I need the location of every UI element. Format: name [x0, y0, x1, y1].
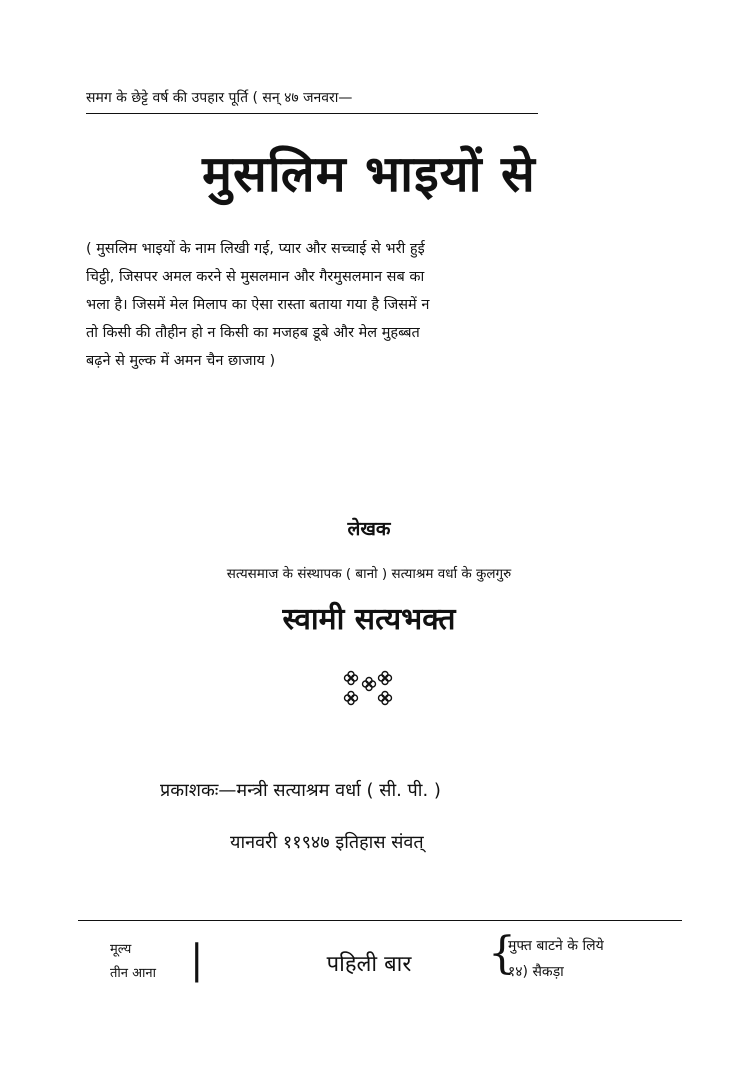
author-role: सत्यसमाज के संस्थापक ( बानो ) सत्याश्रम वर्धा के कुलगुरु [226, 566, 512, 582]
free-distribution-line: मुफ्त बाटने के लिये [508, 938, 604, 954]
description-paragraph [86, 235, 652, 375]
description-line: चिट्ठी, जिसपर अमल करने से मुसलमान और गैरमुसलमान सब का [86, 269, 425, 285]
author-name: स्वामी सत्यभक्त [282, 602, 456, 637]
price-value: तीन आना [110, 966, 156, 981]
free-distribution-block [508, 933, 604, 985]
page-title: मुसलिम भाइयों से [202, 145, 536, 203]
floral-ornament-icon [0, 668, 738, 708]
author-label: लेखक [347, 518, 391, 540]
free-distribution-rate: १४) सैकड़ा [508, 964, 564, 980]
edition-label: पहिली बार [326, 952, 412, 977]
date-line: यानवरी ११९४७ इतिहास संवत् [230, 832, 424, 853]
series-note: समग के छेट्टे वर्ष की उपहार पूर्ति ( सन् ४७ जनवरा— [86, 90, 353, 106]
description-line: भला है। जिसमें मेल मिलाप का ऐसा रास्ता बताया गया है जिसमें न [86, 297, 430, 313]
footer-divider [78, 920, 682, 921]
description-line: बढ़ने से मुल्क में अमन चैन छाजाय ) [86, 353, 276, 369]
description-line: तो किसी की तौहीन हो न किसी का मजहब डूबे और मेल मुहब्बत [86, 325, 420, 341]
series-note-underline [86, 113, 538, 114]
free-distribution-brace-glyph: { [488, 928, 516, 979]
publisher-line: प्रकाशकः—मन्त्री सत्याश्रम वर्धा ( सी. पी. ) [160, 780, 441, 801]
description-line: ( मुसलिम भाइयों के नाम लिखी गई, प्यार और सच्चाई से भरी हुई [86, 241, 425, 257]
price-brace-glyph: | [190, 937, 204, 983]
price-label: मूल्य [110, 942, 132, 957]
